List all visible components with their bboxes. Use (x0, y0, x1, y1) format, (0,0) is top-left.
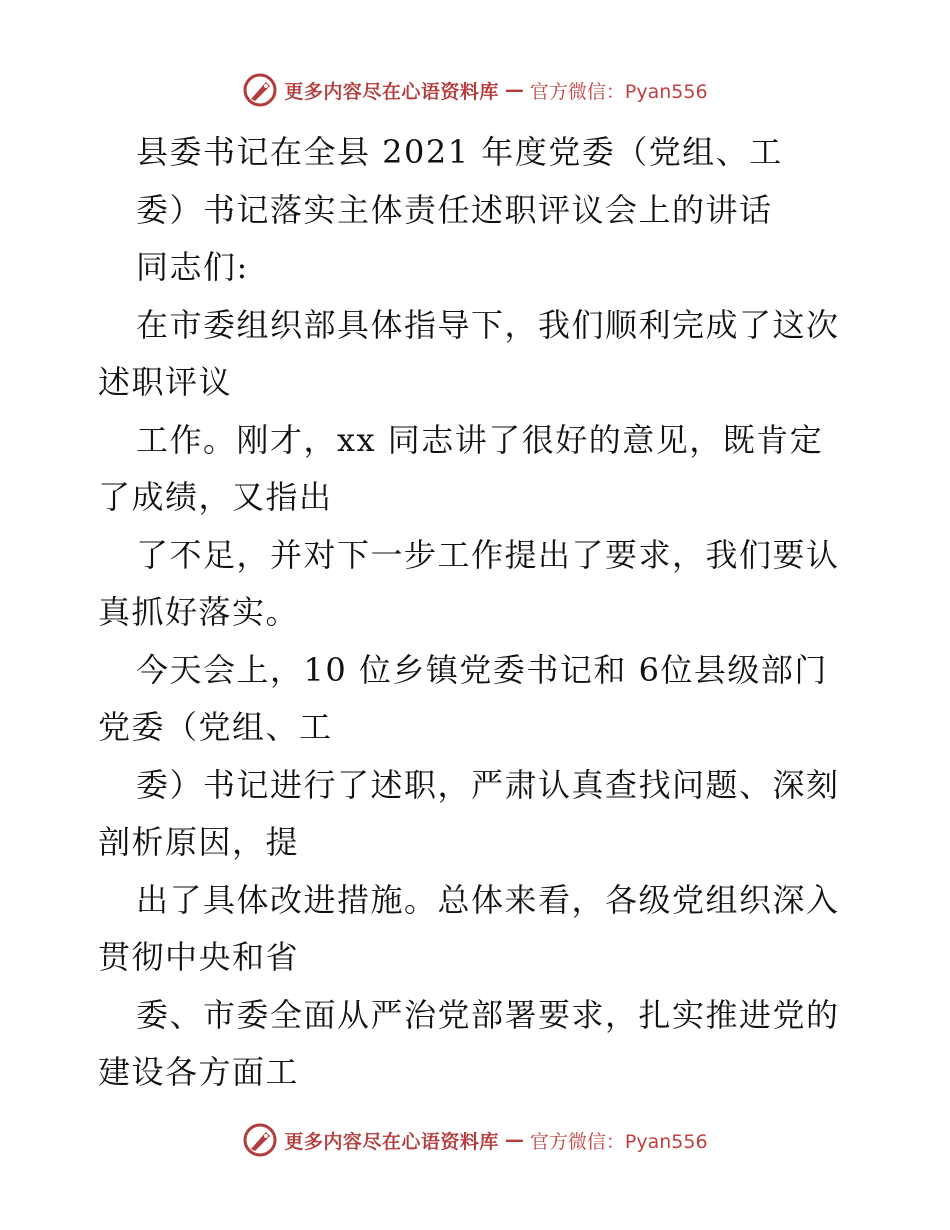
footer-watermark-banner (0, 1120, 950, 1160)
watermark-wechat: 官方微信：Pyan556 (529, 1130, 708, 1153)
paragraph-line: 委）书记进行了述职，严肃认真查找问题、深刻 (136, 765, 840, 804)
paragraph-line: 真抓好落实。 (98, 593, 300, 631)
paragraph-line: 建设各方面工 (98, 1053, 300, 1091)
paragraph-line: 剖析原因，提 (98, 823, 300, 861)
paragraph-line: 出了具体改进措施。总体来看，各级党组织深入 (136, 880, 840, 919)
paragraph-line: 在市委组织部具体指导下，我们顺利完成了这次 (136, 305, 840, 344)
watermark-content (242, 72, 707, 108)
paragraph-line: 委）书记落实主体责任述职评议会上的讲话 (136, 190, 773, 229)
watermark-site-name: 更多内容尽在心语资料库 (284, 1130, 499, 1153)
pen-nib-logo-icon (242, 72, 278, 108)
document-body (98, 124, 858, 1102)
paragraph-line: 了不足，并对下一步工作提出了要求，我们要认 (136, 535, 840, 574)
pen-nib-logo-icon (242, 1122, 278, 1158)
paragraph-line: 工作。刚才，xx 同志讲了很好的意见，既肯定 (136, 420, 824, 459)
watermark-wechat: 官方微信：Pyan556 (529, 80, 708, 103)
paragraph-line: 了成绩，又指出 (98, 478, 333, 516)
paragraph-line: 今天会上，10 位乡镇党委书记和 6位县级部门 (136, 650, 828, 689)
watermark-content (242, 1122, 707, 1158)
paragraph-line: 党委（党组、工 (98, 708, 333, 746)
watermark-separator: — (504, 79, 524, 101)
watermark-site-name: 更多内容尽在心语资料库 (284, 80, 499, 103)
paragraph-line: 县委书记在全县 2021 年度党委（党组、工 (136, 133, 783, 171)
header-watermark-banner (0, 70, 950, 110)
paragraph-line: 贯彻中央和省 (98, 938, 300, 976)
paragraph-line: 同志们: (136, 248, 249, 286)
paragraph-line: 述职评议 (98, 363, 233, 401)
watermark-separator: — (504, 1129, 524, 1151)
paragraph-line: 委、市委全面从严治党部署要求，扎实推进党的 (136, 995, 840, 1034)
